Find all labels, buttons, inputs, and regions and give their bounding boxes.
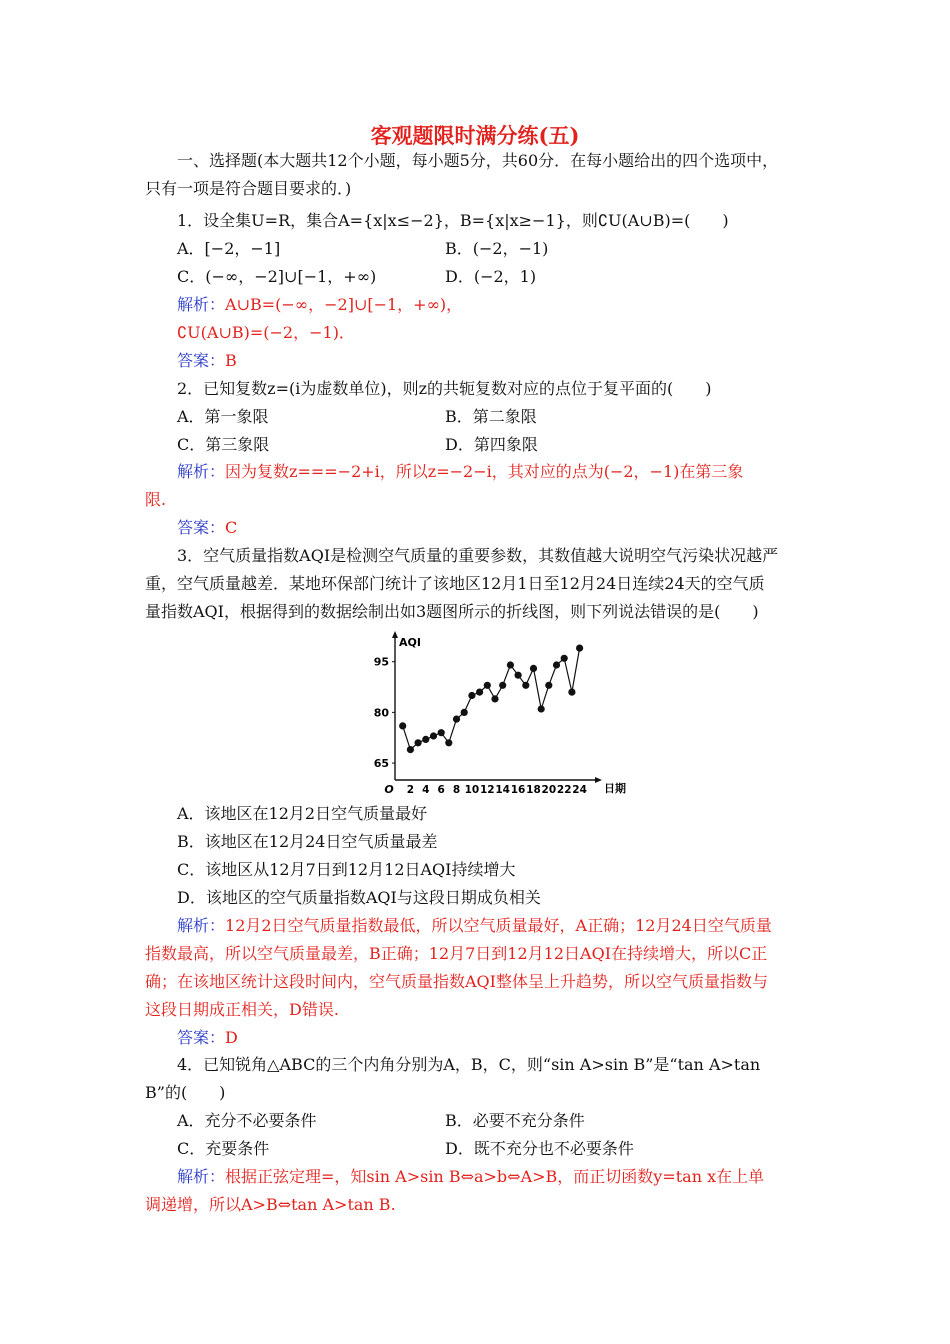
data-point — [507, 661, 514, 668]
q3-option-b: B．该地区在12月24日空气质量最差 — [177, 832, 438, 851]
data-point — [407, 746, 414, 753]
data-point — [399, 722, 406, 729]
q4-option-b: B．必要不充分条件 — [445, 1111, 585, 1130]
analysis-text: A∪B=(−∞，−2]∪[−1，+∞)， — [225, 295, 463, 314]
x-tick-label: 16 — [510, 784, 526, 796]
data-point — [415, 739, 422, 746]
data-point — [515, 672, 522, 679]
data-point — [499, 682, 506, 689]
data-point — [561, 655, 568, 662]
analysis-text: 根据正弦定理=，知sin A>sin B⇔a>b⇔A>B，而正切函数y=tan x在上单 — [225, 1167, 765, 1186]
aqi-line-chart — [365, 630, 626, 800]
q4-analysis-line-2: 调递增，所以A>B⇔tan A>tan B. — [145, 1195, 396, 1214]
q2-analysis-line-2: 限. — [145, 490, 167, 509]
data-point — [545, 682, 552, 689]
intro-line-1: 一、选择题(本大题共12个小题，每小题5分，共60分．在每小题给出的四个选项中， — [177, 151, 779, 170]
data-point — [576, 645, 583, 652]
q4-option-d: D．既不充分也不必要条件 — [445, 1139, 634, 1158]
data-point — [468, 692, 475, 699]
data-point — [445, 739, 452, 746]
answer-label: 答案： — [177, 351, 226, 370]
q4-option-c: C．充要条件 — [177, 1139, 270, 1158]
data-point — [438, 729, 445, 736]
y-tick-label: 65 — [373, 757, 389, 771]
q2-answer — [177, 517, 237, 539]
q1-answer — [177, 350, 237, 372]
q1-stem: 1．设全集U=R，集合A={x|x≤−2}，B={x|x≥−1}，则∁U(A∪B)=( ) — [177, 211, 729, 230]
q3-analysis-line-4: 这段日期成正相关，D错误. — [145, 1000, 339, 1019]
q1-option-a: A．[−2，−1] — [177, 239, 281, 258]
x-axis-arrow — [595, 777, 602, 783]
data-point — [422, 736, 429, 743]
q4-analysis-line-1 — [177, 1166, 764, 1188]
y-axis-arrow — [392, 631, 398, 638]
q2-option-a: A．第一象限 — [177, 407, 269, 426]
q3-analysis-line-1 — [177, 915, 772, 937]
q4-option-a: A．充分不必要条件 — [177, 1111, 317, 1130]
y-axis-label: AQI — [399, 636, 421, 649]
q3-stem-line-3: 量指数AQI，根据得到的数据绘制出如3题图所示的折线图，则下列说法错误的是( ) — [145, 602, 759, 621]
analysis-label: 解析： — [177, 295, 226, 314]
y-tick-label: 80 — [373, 706, 389, 720]
q1-option-d: D．(−2，1) — [445, 267, 537, 286]
q3-option-a: A．该地区在12月2日空气质量最好 — [177, 804, 428, 823]
q2-option-c: C．第三象限 — [177, 435, 270, 454]
q2-option-b: B．第二象限 — [445, 407, 537, 426]
data-point — [553, 661, 560, 668]
x-tick-label: 22 — [556, 784, 572, 796]
q1-option-b: B．(−2，−1) — [445, 239, 549, 258]
q3-analysis-line-2: 指数最高，所以空气质量最差，B正确；12月7日到12月12日AQI在持续增大，所以C正 — [145, 944, 768, 963]
x-tick-label: 2 — [406, 784, 415, 796]
answer-label: 答案： — [177, 1028, 226, 1047]
data-point — [484, 682, 491, 689]
origin-label: O — [384, 783, 394, 796]
q3-option-d: D．该地区的空气质量指数AQI与这段日期成负相关 — [177, 888, 541, 907]
y-tick-label: 95 — [373, 655, 389, 669]
q2-stem: 2．已知复数z=(i为虚数单位)，则z的共轭复数对应的点位于复平面的( ) — [177, 379, 712, 398]
analysis-label: 解析： — [177, 916, 226, 935]
x-tick-label: 14 — [495, 784, 511, 796]
q3-option-c: C．该地区从12月7日到12月12日AQI持续增大 — [177, 860, 516, 879]
q2-analysis-line-1 — [177, 461, 743, 483]
x-tick-label: 20 — [541, 784, 557, 796]
data-point — [522, 682, 529, 689]
analysis-text: 12月2日空气质量指数最低，所以空气质量最好，A正确；12月24日空气质量 — [225, 916, 772, 935]
x-tick-label: 4 — [422, 784, 430, 796]
q3-stem-line-2: 重，空气质量越差．某地环保部门统计了该地区12月1日至12月24日连续24天的空气质 — [145, 574, 765, 593]
q3-stem-line-1: 3．空气质量指数AQI是检测空气质量的重要参数，其数值越大说明空气污染状况越严 — [177, 546, 779, 565]
data-point — [430, 732, 437, 739]
aqi-series-line — [403, 648, 580, 750]
page-title: 客观题限时满分练(五) — [370, 123, 580, 148]
q3-answer — [177, 1027, 238, 1049]
analysis-text: 因为复数z===−2+i，所以z=−2−i，其对应的点为(−2，−1)在第三象 — [225, 462, 744, 481]
x-tick-label: 12 — [479, 784, 495, 796]
data-point — [538, 705, 545, 712]
x-tick-label: 8 — [452, 784, 461, 796]
q3-analysis-line-3: 确；在该地区统计这段时间内，空气质量指数AQI整体呈上升趋势，所以空气质量指数与 — [145, 972, 768, 991]
x-axis-label: 日期 — [604, 782, 626, 795]
q1-analysis-line-2: ∁U(A∪B)=(−2，−1)． — [177, 323, 355, 342]
data-point — [461, 709, 468, 716]
answer-value: C — [225, 518, 238, 537]
x-tick-label: 18 — [526, 784, 541, 796]
q2-option-d: D．第四象限 — [445, 435, 538, 454]
analysis-label: 解析： — [177, 1167, 226, 1186]
answer-value: B — [225, 351, 237, 370]
data-point — [491, 695, 498, 702]
answer-value: D — [225, 1028, 238, 1047]
intro-line-2: 只有一项是符合题目要求的．) — [145, 179, 352, 198]
analysis-label: 解析： — [177, 462, 226, 481]
x-tick-label: 24 — [572, 784, 587, 796]
q1-analysis-line-1 — [177, 294, 462, 316]
data-point — [476, 689, 483, 696]
answer-label: 答案： — [177, 518, 226, 537]
data-point — [453, 716, 460, 723]
x-tick-label: 10 — [464, 784, 480, 796]
q4-stem-line-2: B”的( ) — [145, 1083, 226, 1102]
data-point — [568, 689, 575, 696]
x-tick-label: 6 — [437, 784, 445, 796]
data-point — [530, 665, 537, 672]
q1-option-c: C．(−∞，−2]∪[−1，+∞) — [177, 267, 377, 286]
q4-stem-line-1: 4．已知锐角△ABC的三个内角分别为A，B，C，则“sin A>sin B”是“tan A>tan — [177, 1055, 761, 1074]
